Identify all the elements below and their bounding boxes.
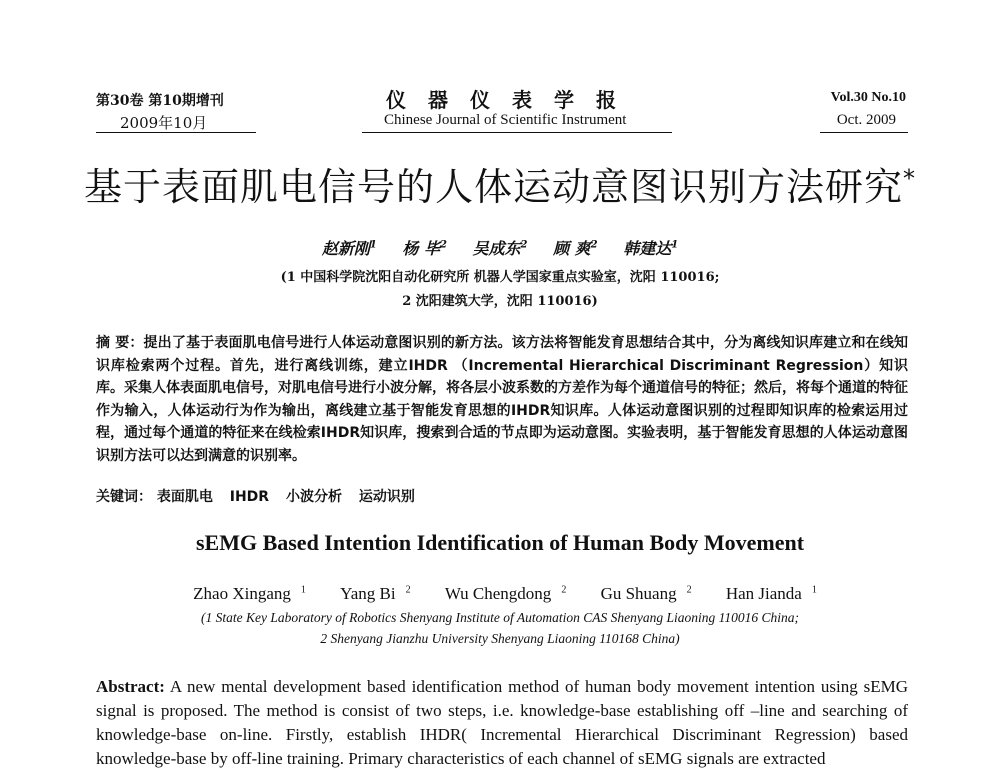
affiliation-en-line-1: (1 State Key Laboratory of Robotics Shenyang Institute of Automation CAS Shenyang Liaoning 110016 China;	[201, 610, 799, 625]
keyword-cn: IHDR	[229, 489, 270, 505]
abstract-cn	[96, 332, 908, 467]
keywords-cn-label: 关键词：	[96, 489, 152, 505]
author-en: Han Jianda $^1$	[725, 584, 817, 603]
paper-title-en: sEMG Based Intention Identification of Human Body Movement	[195, 530, 805, 555]
journal-name-cn: 仪器仪表学报	[386, 88, 638, 112]
journal-name-en: Chinese Journal of Scientific Instrument	[384, 112, 627, 128]
header-rule-right	[820, 132, 908, 133]
affiliation-cn-line-2: 2 沈阳建筑大学，沈阳 110016)	[402, 294, 598, 309]
author-list-en	[0, 584, 1000, 604]
header-rule-left	[96, 132, 256, 133]
volume-issue-en: Vol.30 No.10	[830, 90, 906, 105]
abstract-en	[96, 675, 908, 771]
author-list-cn	[0, 236, 1000, 259]
keywords-cn	[96, 486, 415, 506]
keyword-cn: 运动识别	[358, 489, 415, 505]
author-en: Yang Bi $^2$	[340, 584, 411, 603]
abstract-cn-label: 摘 要：	[96, 335, 144, 351]
volume-issue-cn: 第30卷 第10期增刊	[96, 93, 224, 109]
abstract-en-text: A new mental development based identification method of human body movement intention using sEMG signal is proposed. The method is consist of two steps, i.e. knowledge-base establishing off –line and searching of knowledge-base on-line. Firstly, establish IHDR( Incremental Hierarchical Discriminant Regression) based knowledge-base by off-line training. Primary characteristics of each channel of sEMG signals are extracted	[96, 677, 909, 768]
affiliation-en-line-2: 2 Shenyang Jianzhu University Shenyang Liaoning 110168 China)	[320, 631, 680, 646]
keyword-cn: 小波分析	[285, 489, 342, 505]
author-cn: 吴成东$^2$	[472, 239, 528, 258]
date-cn: 2009年10月	[120, 114, 208, 132]
author-en: Gu Shuang $^2$	[600, 584, 692, 603]
title-footnote-mark: *	[903, 164, 916, 193]
paper-title-cn-text: 基于表面肌电信号的人体运动意图识别方法研究	[83, 165, 903, 209]
affiliation-cn-line-1: (1 中国科学院沈阳自动化研究所 机器人学国家重点实验室，沈阳 110016;	[280, 270, 720, 285]
date-en: Oct. 2009	[836, 112, 896, 128]
header-rule-center	[362, 132, 672, 133]
author-cn: 顾 爽$^2$	[553, 239, 598, 258]
author-cn: 杨 毕$^2$	[402, 239, 447, 258]
author-cn: 赵新刚$^1$	[321, 239, 377, 258]
abstract-cn-text: 提出了基于表面肌电信号进行人体运动意图识别的新方法。该方法将智能发育思想结合其中，分为离线知识库建立和在线知识库检索两个过程。首先，进行离线训练，建立IHDR （Incremental Hierarchical Discriminant Regression）知识库。采集人体表面肌电信号，对肌电信号进行小波分解，将各层小波系数的方差作为每个通道信号的特征；然后，将每个通道的特征作为输入，人体运动行为作为输出，离线建立基于智能发育思想的IHDR知识库。人体运动意图识别的过程即知识库的检索运用过程，通过每个通道的特征来在线检索IHDR知识库，搜索到合适的节点即为运动意图。实验表明，基于智能发育思想的人体运动意图识别方法可以达到满意的识别率。	[96, 335, 908, 464]
paper-title-cn	[0, 156, 1000, 211]
abstract-en-label: Abstract:	[96, 677, 165, 696]
author-cn: 韩建达$^1$	[623, 239, 679, 258]
author-en: Wu Chengdong $^2$	[444, 584, 567, 603]
keyword-cn: 表面肌电	[156, 489, 213, 505]
author-en: Zhao Xingang $^1$	[193, 584, 306, 603]
